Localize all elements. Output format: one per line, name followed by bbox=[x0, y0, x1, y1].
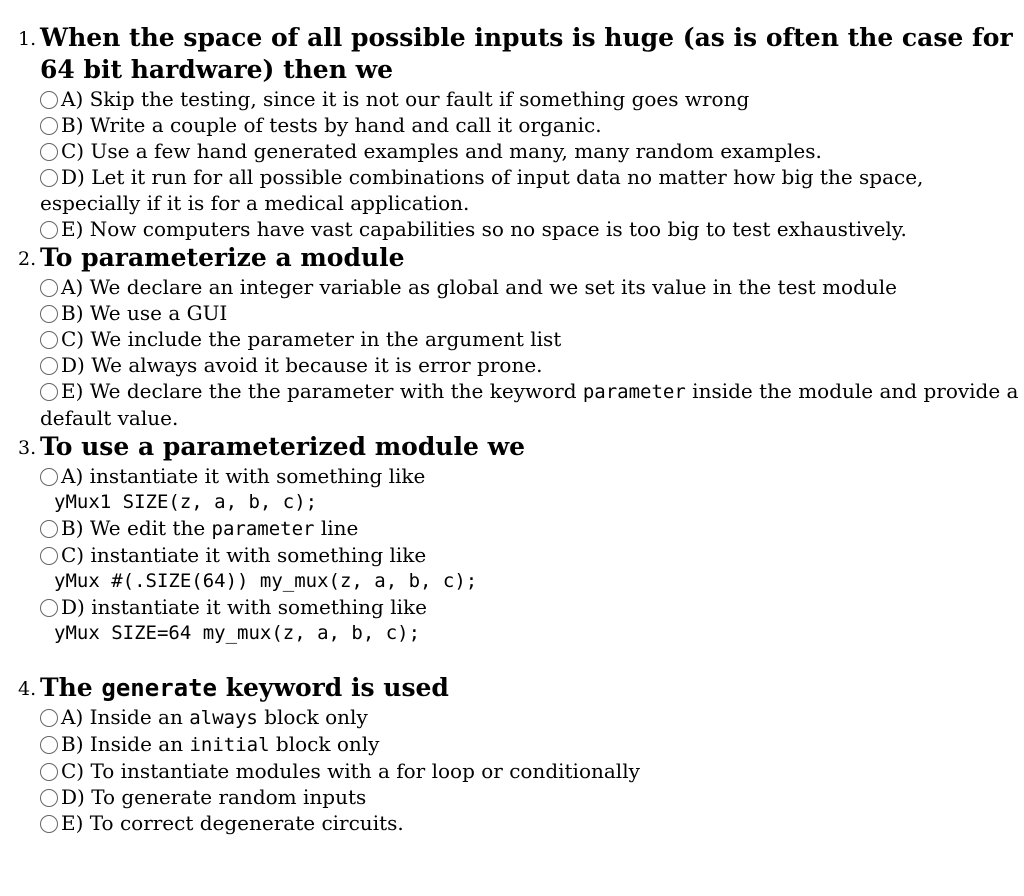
option-label-suffix: inside the module and provide a default value. bbox=[40, 379, 1019, 430]
question-1-option-a[interactable] bbox=[40, 86, 1024, 112]
option-label: E) Now computers have vast capabilities so no space is too big to test exhaustively. bbox=[61, 217, 907, 241]
radio-button[interactable] bbox=[40, 789, 58, 807]
option-label: C) We include the parameter in the argument list bbox=[61, 327, 562, 351]
question-3 bbox=[40, 431, 1024, 672]
question-1-options bbox=[40, 86, 1024, 242]
question-3-option-a[interactable] bbox=[40, 463, 1024, 489]
question-2-text: To parameterize a module bbox=[40, 243, 405, 272]
option-label: E) To correct degenerate circuits. bbox=[61, 811, 404, 835]
radio-button[interactable] bbox=[40, 709, 58, 727]
radio-button[interactable] bbox=[40, 736, 58, 754]
question-4-option-c[interactable] bbox=[40, 758, 1024, 784]
question-2 bbox=[40, 242, 1024, 431]
code-keyword: initial bbox=[189, 734, 270, 756]
question-2-option-c[interactable] bbox=[40, 326, 1024, 352]
question-3-text: To use a parameterized module we bbox=[40, 432, 526, 461]
code-snippet: yMux SIZE=64 my_mux(z, a, b, c); bbox=[54, 622, 421, 644]
option-label-prefix: A) Inside an bbox=[61, 705, 190, 729]
radio-button[interactable] bbox=[40, 331, 58, 349]
question-2-option-d[interactable] bbox=[40, 352, 1024, 378]
radio-button[interactable] bbox=[40, 143, 58, 161]
code-keyword: parameter bbox=[582, 381, 686, 403]
radio-button[interactable] bbox=[40, 468, 58, 486]
radio-button[interactable] bbox=[40, 547, 58, 565]
radio-button[interactable] bbox=[40, 383, 58, 401]
option-label: A) Skip the testing, since it is not our fault if something goes wrong bbox=[61, 87, 750, 111]
question-4-text bbox=[40, 672, 1024, 704]
code-keyword: parameter bbox=[211, 518, 315, 540]
question-3-option-d[interactable] bbox=[40, 594, 1024, 620]
option-label: D) Let it run for all possible combinations of input data no matter how big the space, especially if it is for a medical application. bbox=[40, 165, 924, 215]
option-label: C) Use a few hand generated examples and many, many random examples. bbox=[61, 139, 822, 163]
question-1-option-b[interactable] bbox=[40, 112, 1024, 138]
radio-button[interactable] bbox=[40, 357, 58, 375]
question-1-text: When the space of all possible inputs is huge (as is often the case for 64 bit hardware) then we bbox=[40, 23, 1013, 84]
option-label: B) Write a couple of tests by hand and call it organic. bbox=[61, 113, 602, 137]
question-1 bbox=[40, 22, 1024, 242]
option-label-prefix: B) Inside an bbox=[61, 732, 190, 756]
question-1-option-c[interactable] bbox=[40, 138, 1024, 164]
option-label-prefix: B) We edit the bbox=[61, 516, 212, 540]
code-snippet: yMux #(.SIZE(64)) my_mux(z, a, b, c); bbox=[54, 570, 478, 592]
radio-button[interactable] bbox=[40, 117, 58, 135]
code-keyword: always bbox=[189, 707, 258, 729]
question-2-option-a[interactable] bbox=[40, 274, 1024, 300]
radio-button[interactable] bbox=[40, 763, 58, 781]
radio-button[interactable] bbox=[40, 520, 58, 538]
question-2-options bbox=[40, 274, 1024, 431]
question-text-suffix: keyword is used bbox=[216, 673, 449, 702]
question-2-option-e[interactable] bbox=[40, 378, 1024, 431]
option-label-suffix: block only bbox=[257, 705, 368, 729]
radio-button[interactable] bbox=[40, 305, 58, 323]
radio-button[interactable] bbox=[40, 815, 58, 833]
option-label-suffix: line bbox=[314, 516, 359, 540]
option-label: C) To instantiate modules with a for loop or conditionally bbox=[61, 759, 640, 783]
option-label: A) instantiate it with something like bbox=[61, 464, 426, 488]
question-3-options bbox=[40, 463, 1024, 672]
option-label: D) instantiate it with something like bbox=[61, 595, 427, 619]
question-4-option-b[interactable] bbox=[40, 731, 1024, 758]
option-label: C) instantiate it with something like bbox=[61, 543, 427, 567]
code-keyword: generate bbox=[101, 674, 217, 702]
option-label-suffix: block only bbox=[269, 732, 380, 756]
code-snippet: yMux1 SIZE(z, a, b, c); bbox=[54, 491, 318, 513]
option-label: D) To generate random inputs bbox=[61, 785, 367, 809]
question-4-option-a[interactable] bbox=[40, 704, 1024, 731]
question-1-option-d[interactable] bbox=[40, 164, 1024, 216]
radio-button[interactable] bbox=[40, 169, 58, 187]
question-4 bbox=[40, 672, 1024, 836]
spacer bbox=[40, 646, 1024, 672]
question-2-option-b[interactable] bbox=[40, 300, 1024, 326]
option-label: B) We use a GUI bbox=[61, 301, 228, 325]
question-3-option-c[interactable] bbox=[40, 542, 1024, 568]
question-4-option-e[interactable] bbox=[40, 810, 1024, 836]
option-label-prefix: E) We declare the the parameter with the keyword bbox=[61, 379, 583, 403]
radio-button[interactable] bbox=[40, 91, 58, 109]
question-1-option-e[interactable] bbox=[40, 216, 1024, 242]
option-label: A) We declare an integer variable as global and we set its value in the test module bbox=[61, 275, 897, 299]
question-4-option-d[interactable] bbox=[40, 784, 1024, 810]
question-3-option-b[interactable] bbox=[40, 515, 1024, 542]
question-text-prefix: The bbox=[40, 673, 102, 702]
question-list bbox=[18, 22, 1024, 836]
radio-button[interactable] bbox=[40, 221, 58, 239]
question-4-options bbox=[40, 704, 1024, 836]
radio-button[interactable] bbox=[40, 599, 58, 617]
option-label: D) We always avoid it because it is error prone. bbox=[61, 353, 543, 377]
radio-button[interactable] bbox=[40, 279, 58, 297]
